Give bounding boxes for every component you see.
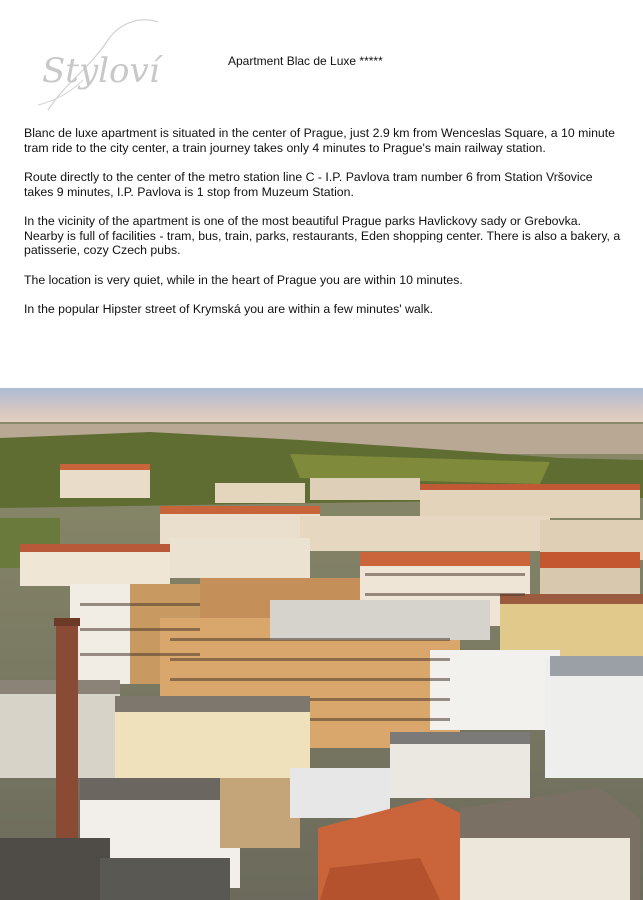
paragraph-vicinity: In the vicinity of the apartment is one of the most beautiful Prague parks Havlickovy sady or Grebovka. Nearby is full of facilities - tram, bus, train, parks, restaurants, Eden shopping center. There is also a bakery, a patisserie, cozy Czech pubs.: [24, 214, 621, 257]
logo-text: Styloví: [42, 51, 160, 91]
paragraph-metro: Route directly to the center of the metro station line C - I.P. Pavlova tram number 6 from Station Vršovice takes 9 minutes, I.P. Pavlova is 1 stop from Muzeum Station.: [24, 170, 593, 199]
prague-panorama-photo: [0, 388, 643, 900]
paragraph-quiet: The location is very quiet, while in the heart of Prague you are within 10 minutes.: [24, 272, 463, 287]
description: [24, 126, 624, 332]
paragraph-krymska: In the popular Hipster street of Krymská you are within a few minutes' walk.: [24, 302, 434, 316]
paragraph-location: Blanc de luxe apartment is situated in the center of Prague, just 2.9 km from Wenceslas Square, a 10 minute tram ride to the city center, a train journey takes only 4 minutes to Prague's main railway station.: [24, 126, 616, 155]
brick-chimney: [56, 623, 78, 838]
logo-script: [28, 10, 178, 125]
stylove-logo: [28, 10, 178, 125]
page-title: Apartment Blac de Luxe *****: [228, 54, 383, 68]
panorama-illustration: [0, 388, 643, 900]
